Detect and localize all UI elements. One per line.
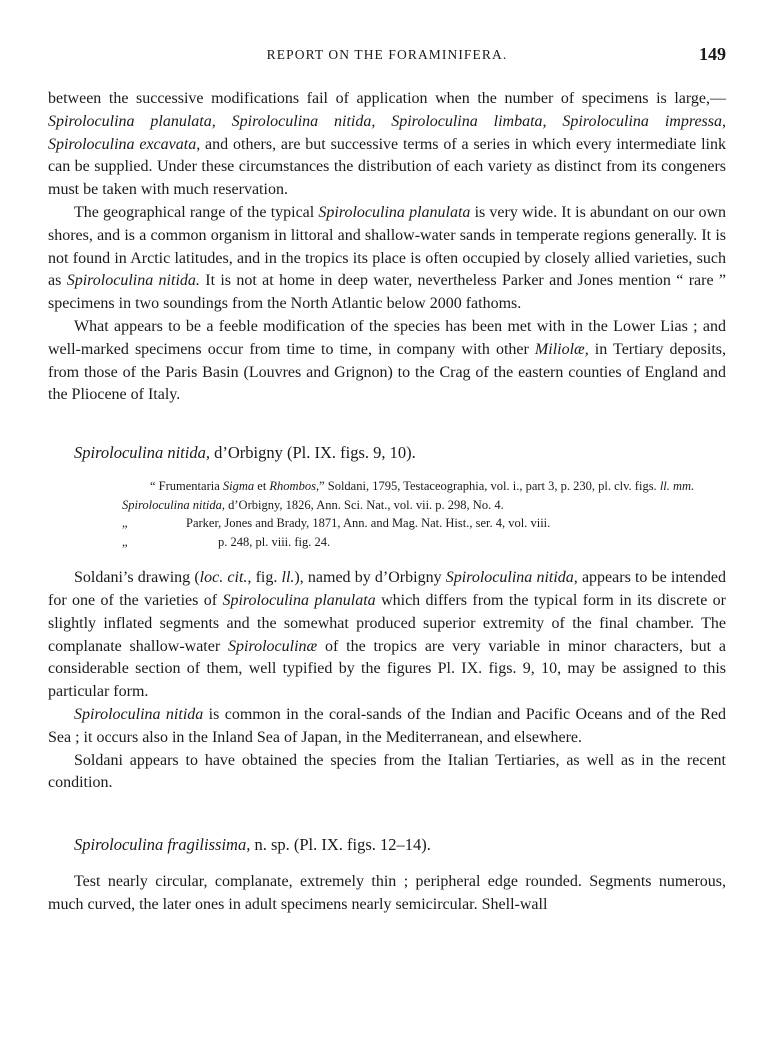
- paragraph-2: The geographical range of the typical Spiroloculina planulata is very wide. It is abundant on our own shores, and is a common organism in littoral and shallow-water sands in temperate regions generally. It is not found in Arctic latitudes, and in the tropics its place is often occupied by closely allied varieties, such as Spiroloculina nitida. It is not at home in deep water, nevertheless Parker and Jones mention “ rare ” specimens in two soundings from the North Atlantic below 2000 fathoms.: [48, 203, 727, 313]
- paragraph-7: Test nearly circular, complanate, extremely thin ; peripheral edge rounded. Segments numerous, much curved, the later ones in adult specimens nearly semicircular. Shell-wall: [48, 873, 726, 913]
- page-number: 149: [699, 44, 726, 64]
- body-text: [48, 88, 726, 917]
- species-heading-nitida: Spiroloculina nitida, d’Orbigny (Pl. IX. figs. 9, 10).: [74, 443, 416, 463]
- running-title: REPORT ON THE FORAMINIFERA.: [266, 47, 508, 62]
- paragraph-6: Soldani appears to have obtained the species from the Italian Tertiaries, as well as in the recent condition.: [48, 751, 726, 792]
- paragraph-1: between the successive modifications fail of application when the number of specimens is large,—Spiroloculina planulata, Spiroloculina nitida, Spiroloculina limbata, Spiroloculina impressa, Spiroloculina excavata, and others, are but successive terms of a series in which every intermediate link can be supplied. Under these circumstances the distribution of each variety as distinct from its congeners must be taken with much reservation.: [48, 90, 727, 199]
- ditto-marks: „„: [122, 516, 128, 549]
- synonymy-list: [122, 477, 726, 551]
- paragraph-4: Soldani’s drawing (loc. cit., fig. ll.), named by d’Orbigny Spiroloculina nitida, appears to be intended for one of the varieties of Spiroloculina planulata which differs from the typical form in its discrete or slightly inflated segments and the somewhat produced superior extremity of the final chamber. The complanate shallow-water Spiroloculinæ of the tropics are very variable in minor characters, but a considerable section of them, well typified by the figures Pl. IX. figs. 9, 10, may be assigned to this particular form.: [48, 569, 727, 701]
- paragraph-5: Spiroloculina nitida is common in the coral-sands of the Indian and Pacific Oceans and of the Red Sea ; it occurs also in the Inland Sea of Japan, in the Mediterranean, and elsewhere.: [48, 705, 726, 746]
- synonymy-entry: „„ Parker, Jones and Brady, 1871, Ann. and Mag. Nat. Hist., ser. 4, vol. viii. p. 248, pl. viii. fig. 24.: [122, 514, 726, 551]
- page-header: [48, 44, 726, 68]
- synonymy-entry: “ Frumentaria Sigma et Rhombos,” Soldani, 1795, Testaceographia, vol. i., part 3, p. 230, pl. clv. figs. ll. mm.: [150, 479, 695, 494]
- paragraph-3: What appears to be a feeble modification of the species has been met with in the Lower Lias ; and well-marked specimens occur from time to time, in company with other Miliolæ, in Tertiary deposits, from those of the Paris Basin (Louvres and Grignon) to the Crag of the eastern counties of England and the Pliocene of Italy.: [48, 317, 726, 404]
- synonymy-entry: Spiroloculina nitida, d’Orbigny, 1826, Ann. Sci. Nat., vol. vii. p. 298, No. 4.: [122, 497, 504, 512]
- species-heading-fragilissima: Spiroloculina fragilissima, n. sp. (Pl. IX. figs. 12–14).: [74, 835, 431, 855]
